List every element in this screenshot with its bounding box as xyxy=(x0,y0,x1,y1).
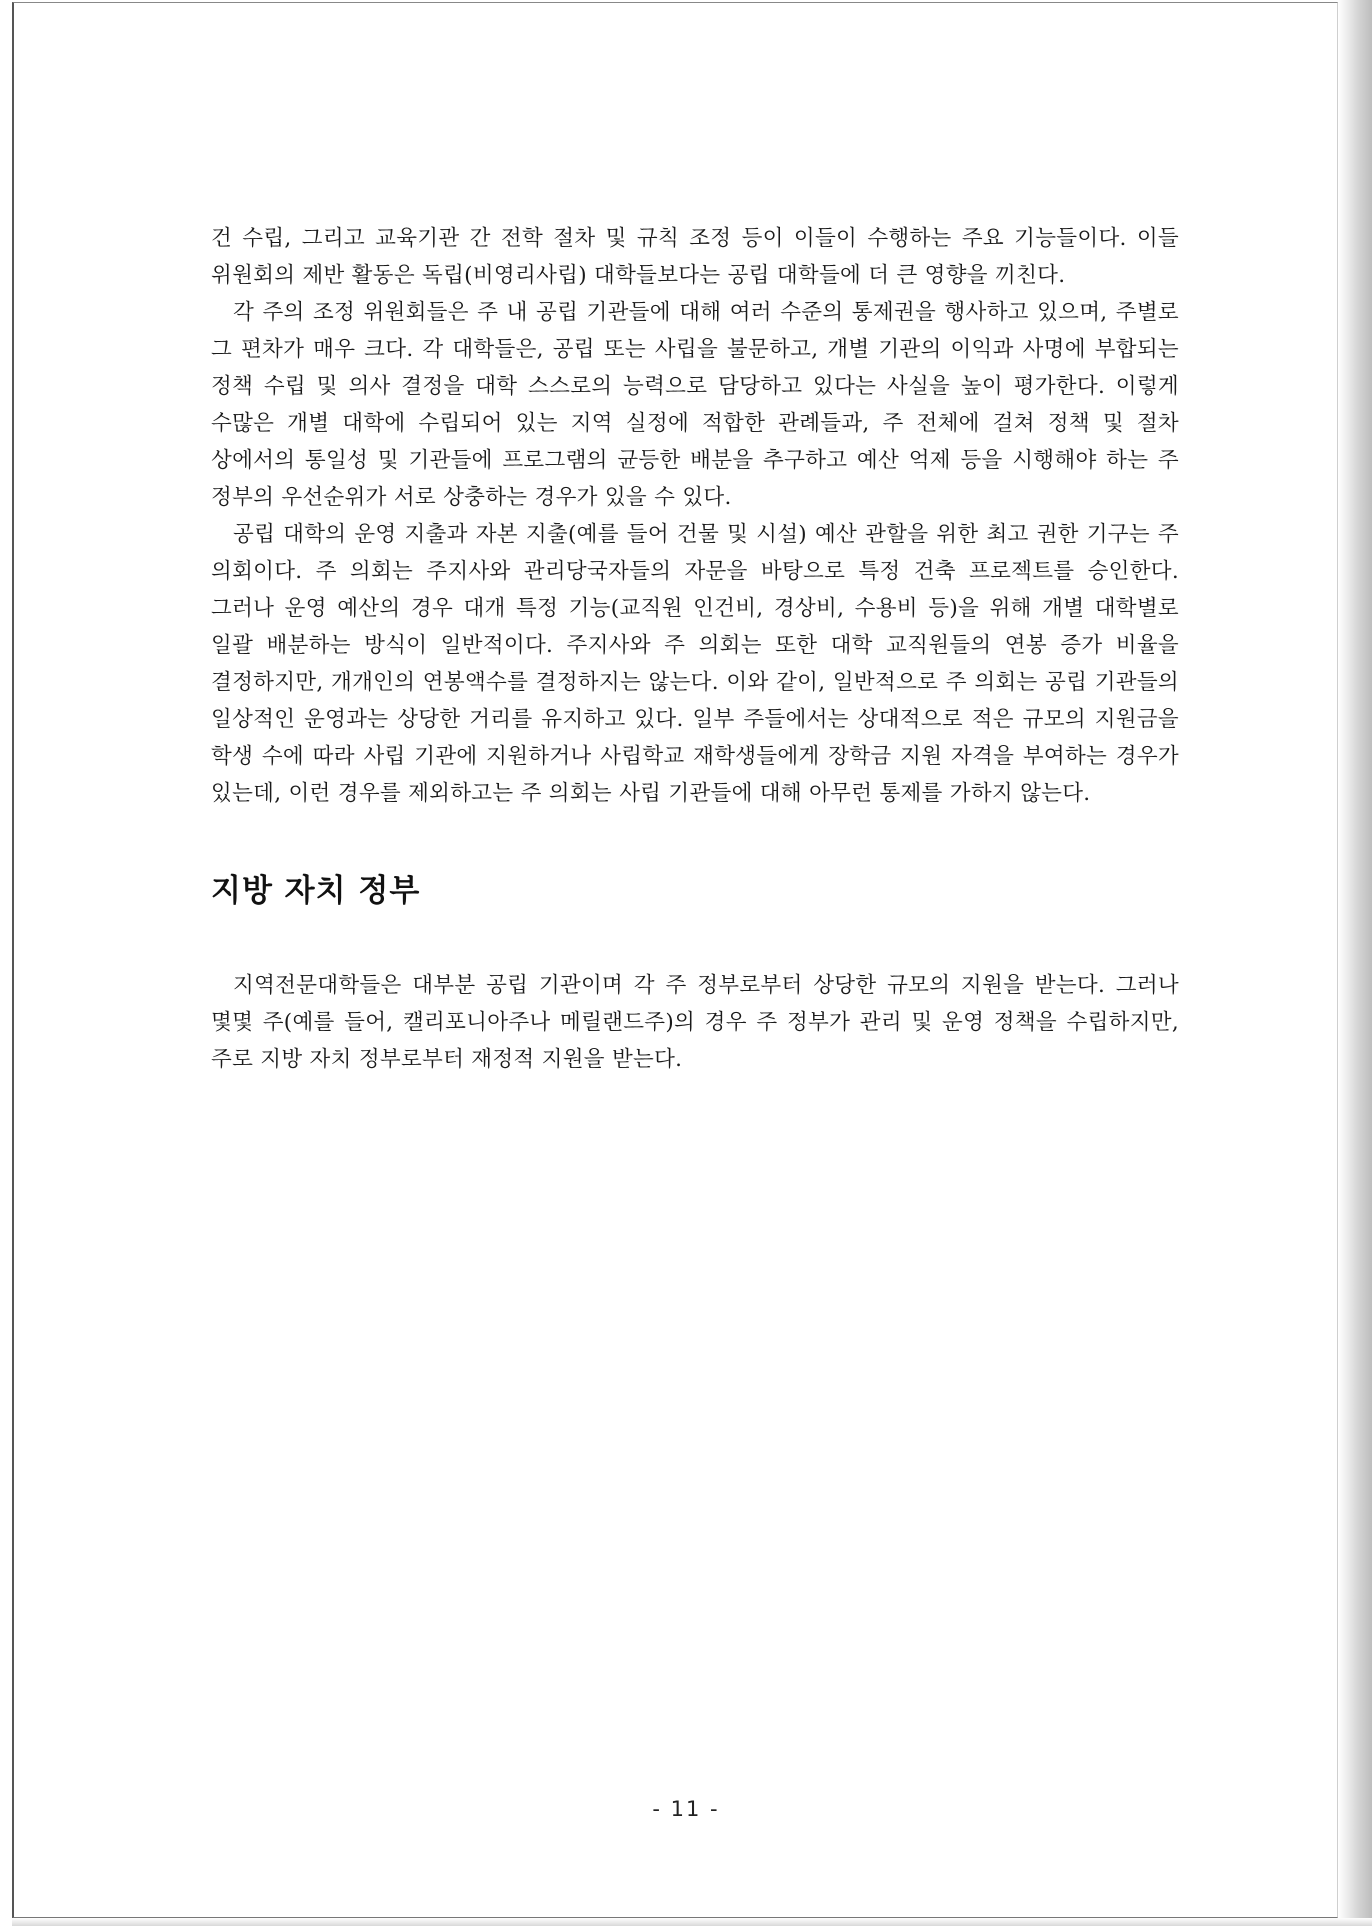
page-edge-shadow xyxy=(1338,0,1372,1926)
page-number: - 11 - xyxy=(652,1797,720,1821)
section-title-local-government: 지방 자치 정부 xyxy=(211,873,421,909)
paragraph-coordination-committees: 각 주의 조정 위원회들은 주 내 공립 기관들에 대해 여러 수준의 통제권을 행사하고 있으며, 주별로 그 편차가 매우 크다. 각 대학들은, 공립 또는 사립을 불문하고, 개별 기관의 이익과 사명에 부합되는 정책 수립 및 의사 결정을 대학 스스로의 능력으로 담당하고 있다는 사실을 높이 평가한다. 이렇게 수많은 개별 대학에 수립되어 있는 지역 실정에 적합한 관례들과, 주 전체에 걸쳐 정책 및 절차 상에서의 통일성 및 기관들에 프로그램의 균등한 배분을 추구하고 예산 억제 등을 시행해야 하는 주 정부의 우선순위가 서로 상충하는 경우가 있을 수 있다. xyxy=(211,300,1179,510)
page-bottom-shadow xyxy=(12,1918,1372,1926)
paragraph-state-legislature: 공립 대학의 운영 지출과 자본 지출(예를 들어 건물 및 시설) 예산 관할을 위한 최고 권한 기구는 주 의회이다. 주 의회는 주지사와 관리당국자들의 자문을 바탕으로 특정 건축 프로젝트를 승인한다. 그러나 운영 예산의 경우 대개 특정 기능(교직원 인건비, 경상비, 수용비 등)을 위해 개별 대학별로 일괄 배분하는 방식이 일반적이다. 주지사와 주 의회는 또한 대학 교직원들의 연봉 증가 비율을 결정하지만, 개개인의 연봉액수를 결정하지는 않는다. 이와 같이, 일반적으로 주 의회는 공립 기관들의 일상적인 운영과는 상당한 거리를 유지하고 있다. 일부 주들에서는 상대적으로 적은 규모의 지원금을 학생 수에 따라 사립 기관에 지원하거나 사립학교 재학생들에게 장학금 지원 자격을 부여하는 경우가 있는데, 이런 경우를 제외하고는 주 의회는 사립 기관들에 대해 아무런 통제를 가하지 않는다. xyxy=(211,522,1179,806)
paragraph-community-colleges: 지역전문대학들은 대부분 공립 기관이며 각 주 정부로부터 상당한 규모의 지원을 받는다. 그러나 몇몇 주(예를 들어, 캘리포니아주나 메릴랜드주)의 경우 주 정부가 관리 및 운영 정책을 수립하지만, 주로 지방 자치 정부로부터 재정적 지원을 받는다. xyxy=(211,973,1179,1072)
section-body xyxy=(211,967,1179,1078)
paragraph-continued: 건 수립, 그리고 교육기관 간 전학 절차 및 규칙 조정 등이 이들이 수행하는 주요 기능들이다. 이들 위원회의 제반 활동은 독립(비영리사립) 대학들보다는 공립 대학들에 더 큰 영향을 끼친다. xyxy=(211,226,1179,288)
page-content xyxy=(211,220,1179,1078)
